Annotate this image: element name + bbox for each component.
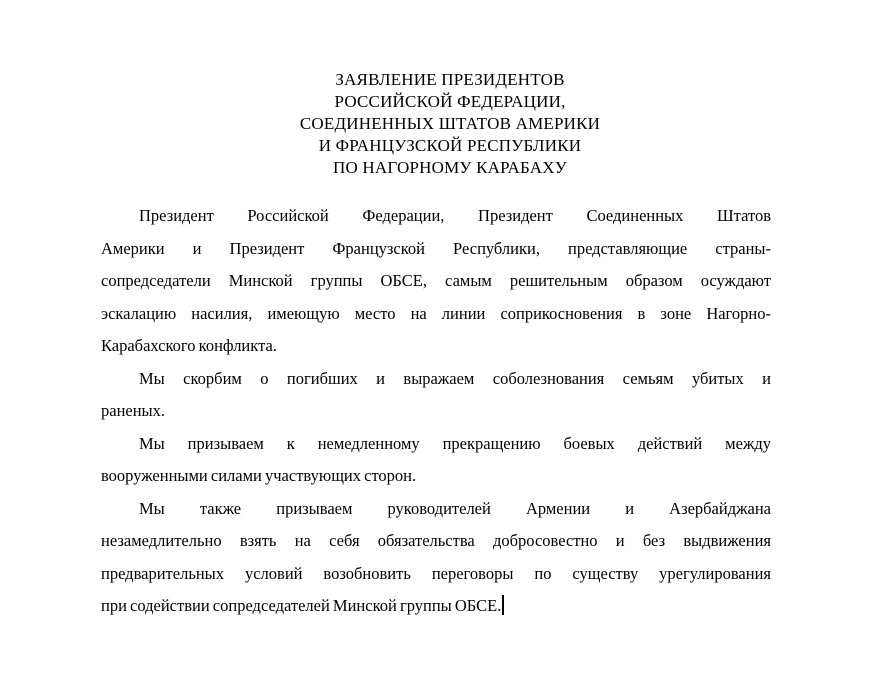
text-caret: [502, 595, 504, 615]
title-line: ПО НАГОРНОМУ КАРАБАХУ: [333, 158, 567, 177]
title-line: СОЕДИНЕННЫХ ШТАТОВ АМЕРИКИ: [299, 114, 601, 133]
text-line: [101, 590, 771, 623]
document-body: [101, 200, 771, 623]
text-line: эскалацию насилия, имеющую место на линии соприкосновения в зоне Нагорно-: [101, 303, 771, 323]
text-line: Карабахского конфликта.: [101, 336, 277, 355]
text-line: незамедлительно взять на себя обязательства добросовестно и без выдвижения: [101, 531, 771, 550]
title-line: И ФРАНЦУЗСКОЙ РЕСПУБЛИКИ: [318, 136, 582, 155]
text-line-content: при содействии сопредседателей Минской группы ОБСЕ.: [101, 596, 502, 615]
text-line: Президент Российской Федерации, Президент Соединенных Штатов: [139, 206, 771, 225]
text-line: предварительных условий возобновить переговоры по существу урегулирования: [101, 563, 771, 583]
text-line: Мы также призываем руководителей Армении и Азербайджана: [139, 498, 771, 518]
title-line: РОССИЙСКОЙ ФЕДЕРАЦИИ,: [334, 92, 566, 111]
paragraph-1: [101, 200, 771, 363]
paragraph-3: [101, 428, 771, 493]
text-line: Америки и Президент Французской Республики, представляющие страны-: [101, 238, 771, 258]
title-line: ЗАЯВЛЕНИЕ ПРЕЗИДЕНТОВ: [335, 70, 565, 89]
document-title: [115, 69, 785, 179]
paragraph-4: [101, 493, 771, 623]
text-line: Мы скорбим о погибших и выражаем соболезнования семьям убитых и: [139, 368, 771, 388]
text-line: Мы призываем к немедленному прекращению боевых действий между: [139, 433, 771, 453]
text-line: вооруженными силами участвующих сторон.: [101, 466, 417, 485]
text-line: раненых.: [101, 401, 166, 420]
text-line: сопредседатели Минской группы ОБСЕ, самым решительным образом осуждают: [101, 271, 771, 290]
paragraph-2: [101, 363, 771, 428]
